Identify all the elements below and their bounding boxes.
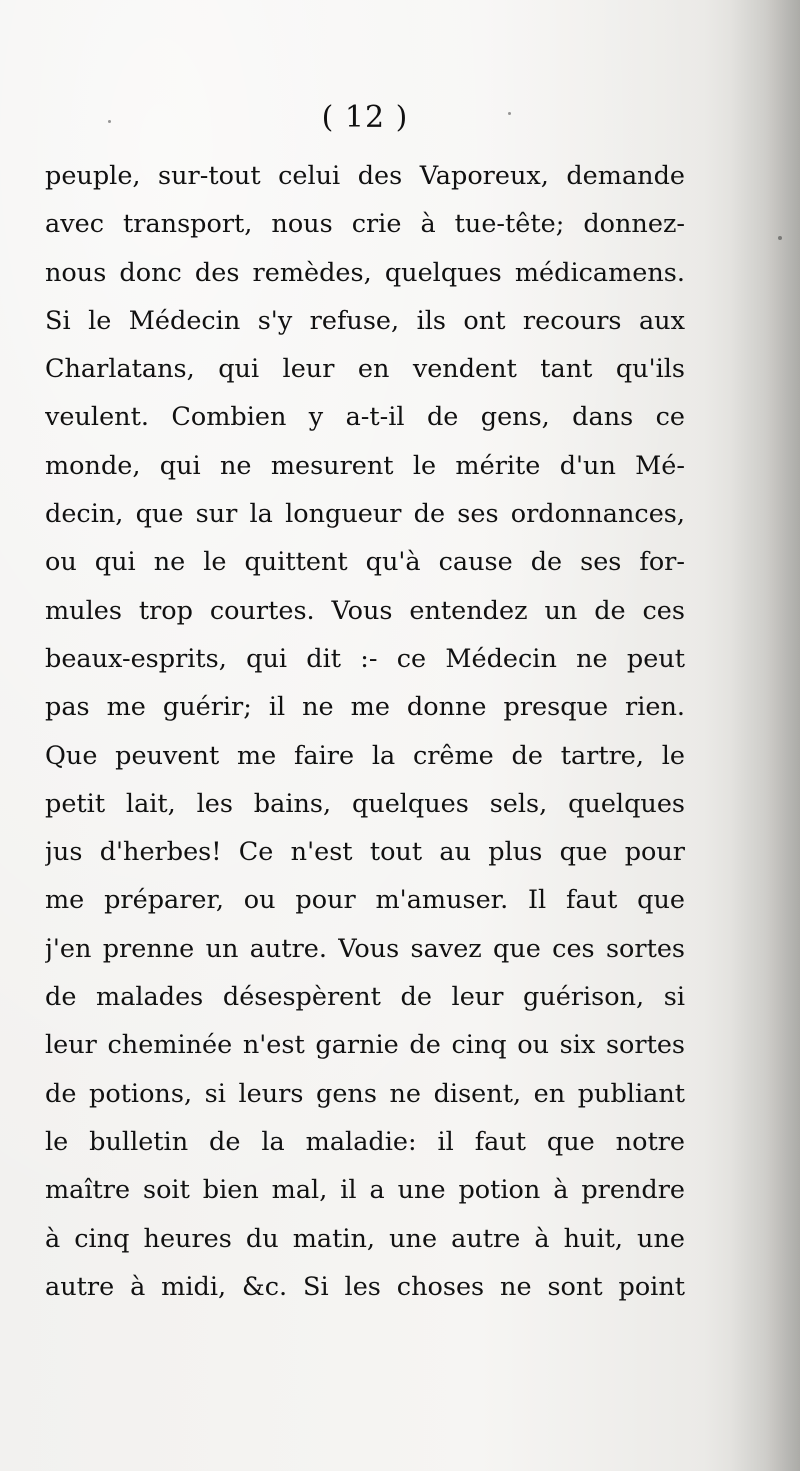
paper-speck — [508, 112, 511, 115]
text-line: jus d'herbes! Ce n'est tout au plus que pour — [45, 837, 685, 868]
page-edge-shadow — [730, 0, 800, 1471]
text-line: decin, que sur la longueur de ses ordonnances, — [45, 499, 685, 530]
text-line: pas me guérir; il ne me donne presque rien. — [45, 692, 685, 723]
text-line: peuple, sur-tout celui des Vaporeux, demande — [45, 161, 685, 191]
text-line: le bulletin de la maladie: il faut que notre — [45, 1126, 685, 1157]
text-line: leur cheminée n'est garnie de cinq ou six sortes — [45, 1030, 685, 1061]
text-line: Que peuvent me faire la crême de tartre, le — [45, 740, 685, 771]
text-line: ou qui ne le quittent qu'à cause de ses for- — [45, 547, 685, 578]
text-line: beaux-esprits, qui dit :- ce Médecin ne peut — [45, 643, 685, 674]
page-number: ( 12 ) — [321, 100, 409, 135]
text-line: petit lait, les bains, quelques sels, quelques — [45, 788, 685, 819]
paper-speck — [108, 120, 111, 123]
text-line: autre à midi, &c. Si les choses ne sont point — [45, 1271, 685, 1302]
text-line: j'en prenne un autre. Vous savez que ces sortes — [45, 933, 685, 964]
text-line: avec transport, nous crie à tue-tête; donnez- — [45, 209, 685, 240]
text-line: monde, qui ne mesurent le mérite d'un Mé- — [45, 450, 685, 481]
text-line: Si le Médecin s'y refuse, ils ont recours aux — [45, 305, 685, 336]
text-line: de potions, si leurs gens ne disent, en publiant — [45, 1078, 685, 1109]
body-text — [45, 152, 685, 1311]
text-line: me préparer, ou pour m'amuser. Il faut que — [45, 885, 685, 916]
text-line: à cinq heures du matin, une autre à huit, une — [45, 1223, 685, 1254]
text-line: maître soit bien mal, il a une potion à prendre — [45, 1175, 685, 1206]
text-line: nous donc des remèdes, quelques médicamens. — [45, 257, 685, 288]
text-line: de malades désespèrent de leur guérison, si — [45, 982, 685, 1013]
text-line: veulent. Combien y a-t-il de gens, dans ce — [45, 402, 685, 433]
paper-speck — [778, 236, 782, 240]
text-line: mules trop courtes. Vous entendez un de ces — [45, 595, 685, 626]
text-line: Charlatans, qui leur en vendent tant qu'ils — [45, 354, 685, 385]
